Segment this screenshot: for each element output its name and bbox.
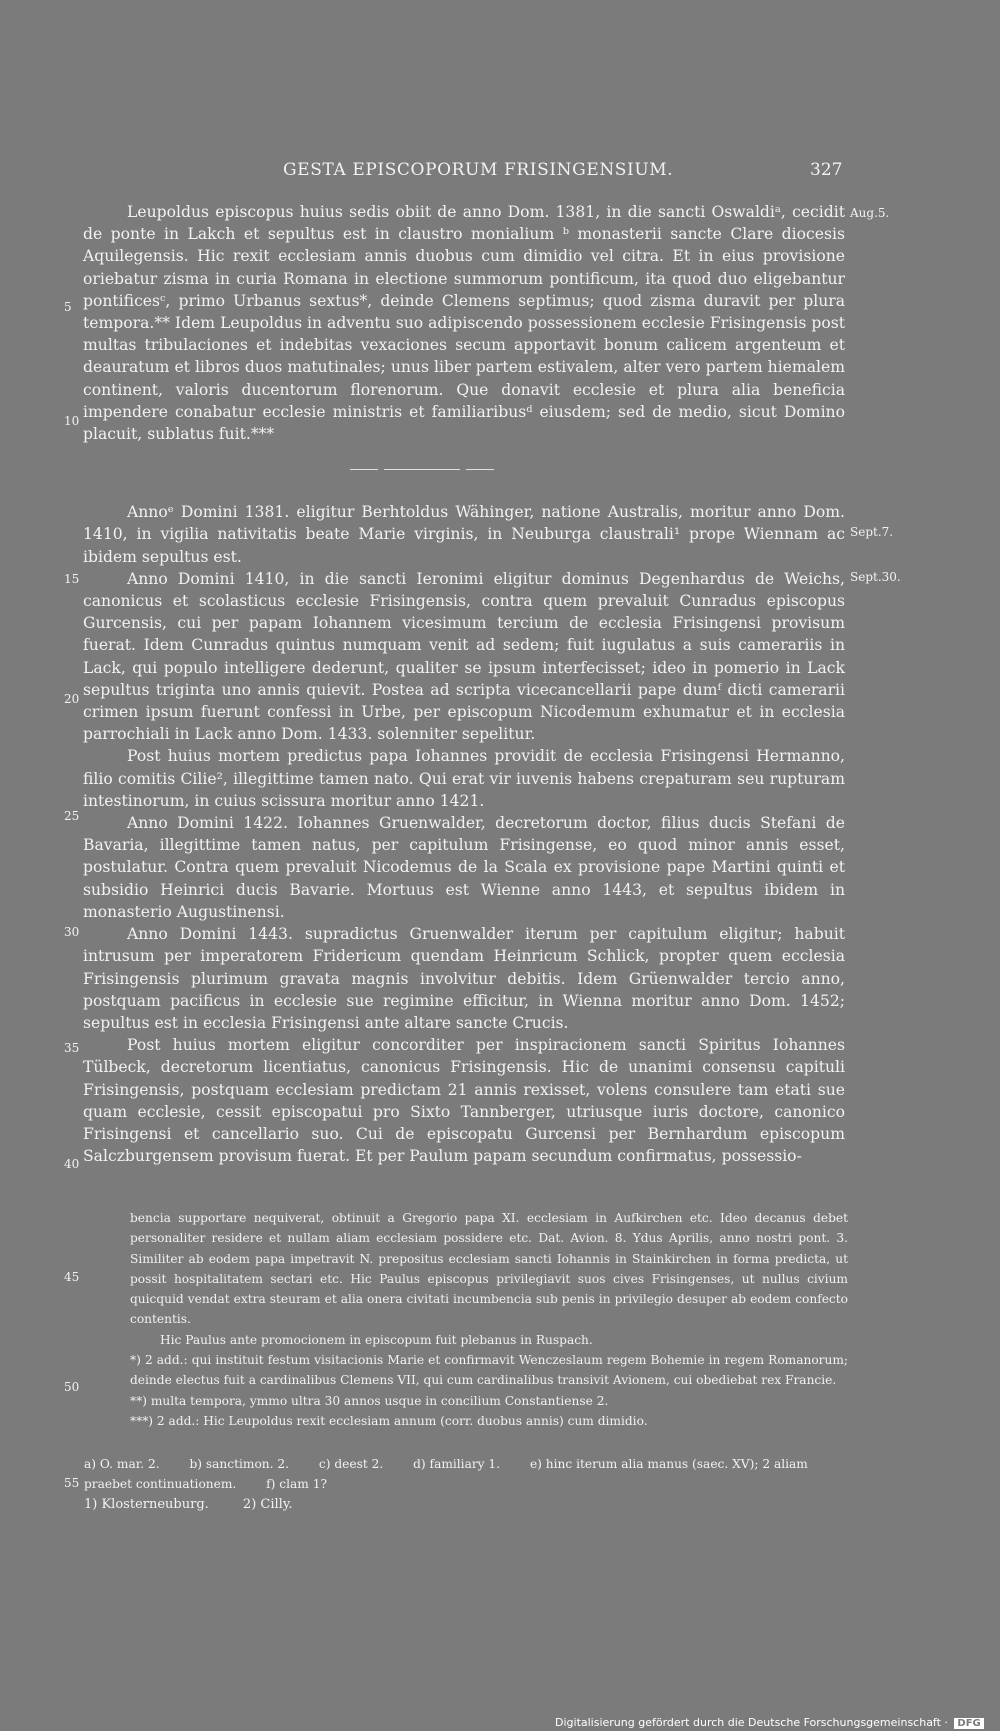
note-paulus: Hic Paulus ante promocionem in episcopum fuit plebanus in Ruspach. xyxy=(160,1332,593,1347)
apparatus-entry: a) O. mar. 2. xyxy=(84,1457,160,1471)
dfg-logo: DFG xyxy=(954,1718,983,1729)
running-title: GESTA EPISCOPORUM FRISINGENSIUM. xyxy=(283,160,674,180)
starnote xyxy=(130,1391,848,1411)
line-number: 15 xyxy=(64,572,80,586)
starnote-text: multa tempora, ymmo ultra 30 annos usque in concilium Constantiense 2. xyxy=(150,1393,609,1408)
apparatus-entry: d) familiary 1. xyxy=(413,1457,501,1471)
line-number: 50 xyxy=(64,1380,80,1394)
line-number: 30 xyxy=(64,925,80,939)
line-number: 35 xyxy=(64,1041,80,1055)
line-number: 40 xyxy=(64,1157,80,1171)
footnotes xyxy=(84,1497,323,1512)
starnote xyxy=(130,1411,848,1431)
line-number: 45 xyxy=(64,1270,80,1284)
main-text xyxy=(83,201,845,1167)
notes-block xyxy=(130,1208,848,1431)
starnote-mark: ***) xyxy=(130,1413,154,1428)
line-number: 55 xyxy=(64,1476,80,1490)
line-number: 10 xyxy=(64,414,80,428)
section-divider xyxy=(83,445,845,501)
margin-date: Sept.30. xyxy=(850,570,901,584)
footer-text: Digitalisierung gefördert durch die Deutsche Forschungsgemeinschaft · xyxy=(555,1716,948,1729)
apparatus-entry: f) clam 1? xyxy=(266,1477,328,1491)
margin-date: Sept.7. xyxy=(850,525,894,539)
line-number: 25 xyxy=(64,809,80,823)
margin-date: Aug.5. xyxy=(850,206,890,220)
starnote-text: 2 add.: Hic Leupoldus rexit ecclesiam annum (corr. duobus annis) cum dimidio. xyxy=(156,1413,648,1428)
paragraph-leupoldus: Leupoldus episcopus huius sedis obiit de anno Dom. 1381, in die sancti Oswaldiᵃ, cecidit de ponte in Lakch et sepultus est in claustro monialium ᵇ monasterii sancte Clare diocesis Aquilegensis. Hic rexit ecclesiam annis duobus cum dimidio vel citra. Et in eius provisione oriebatur zisma in curia Romana in electione summorum pontificum, ita quod duo eligebantur pontificesᶜ, primo Urbanus sextus*, deinde Clemens septimus; quod zisma duravit per plura tempora.** Idem Leupoldus in adventu suo adipiscendo possessionem ecclesie Frisingensis post multas tribulaciones et indebitas vexaciones secum apportavit bonum calicem argenteum et deauratum et libros duos matutinales; unus liber partem estivalem, alter vero partem hiemalem continent, valoris ducentorum florenorum. Que donavit ecclesie et plura alia beneficia impendere conabatur ecclesie ministris et familiaribusᵈ eiusdem; sed de medio, sicut Domino placuit, sublatus fuit.*** xyxy=(83,203,845,444)
line-number: 5 xyxy=(64,300,72,314)
digitization-footer xyxy=(555,1716,984,1729)
paragraph-tuelbeck: Post huius mortem eligitur concorditer per inspiracionem sancti Spiritus Iohannes Tülbeck, decretorum licentiatus, canonicus Frisingensis. Hic de unanimi consensu capituli Frisingensis, postquam ecclesiam predictam 21 annis rexisset, volens consulere tam etati sue quam ecclesie, cessit episcopatui pro Sixto Tannberger, utriusque iuris doctore, canonico Frisingensi et cancellario suo. Cui de episcopatu Gurcensi per Bernhardum episcopum Salczburgensem provisum fuerat. Et per Paulum papam secundum confirmatus, possessio- xyxy=(83,1036,845,1166)
starnote-mark: *) xyxy=(130,1353,141,1368)
paragraph-hermannus: Post huius mortem predictus papa Iohannes providit de ecclesia Frisingensi Hermanno, filio comitis Cilie², illegittime tamen nato. Qui erat vir iuvenis habens crepaturam seu rupturam intestinorum, in cuius scissura moritur anno 1421. xyxy=(83,747,845,810)
paragraph-berhtoldus: Annoᵉ Domini 1381. eligitur Berhtoldus Wähinger, natione Australis, moritur anno Dom. 1410, in vigilia nativitatis beate Marie virginis, in Neuburga claustrali¹ prope Wiennam ac ibidem sepultus est. xyxy=(83,503,845,566)
line-number: 20 xyxy=(64,692,80,706)
critical-apparatus xyxy=(84,1454,854,1494)
starnote-text: 2 add.: qui instituit festum visitacionis Marie et confirmavit Wenczeslaum regem Bohemie in regem Romanorum; deinde electus fuit a cardinalibus Clemens VII, qui cum cardinalibus transivit Avionem, cui obediebat rex Francie. xyxy=(130,1353,849,1388)
apparatus-entry: e) hinc iterum alia manus (saec. XV); 2 aliam praebet continuationem. xyxy=(84,1457,808,1491)
apparatus-entry: b) sanctimon. 2. xyxy=(189,1457,290,1471)
starnote-mark: **) xyxy=(130,1393,147,1408)
footnote: 2) Cilly. xyxy=(242,1497,293,1512)
footnote: 1) Klosterneuburg. xyxy=(84,1497,209,1512)
starnote xyxy=(130,1350,848,1391)
running-header xyxy=(0,160,1000,190)
page-number: 327 xyxy=(810,160,843,180)
paragraph-degenhardus: Anno Domini 1410, in die sancti Ieronimi eligitur dominus Degenhardus de Weichs, canonicus et scolasticus ecclesie Frisingensis, contra quem prevaluit Cunradus episcopus Gurcensis, cui per papam Iohannem vicesimum tercium de ecclesia Frisingensi provisum fuerat. Idem Cunradus quintus numquam venit ad sedem; fuit iugulatus a suis camerariis in Lack, qui populo intelligere dederunt, qualiter se ipsum interfecisset; ideo in pomerio in Lack sepultus triginta uno annis quievit. Postea ad scripta vicecancellarii pape dumᶠ dicti camerarii crimen ipsum fuerunt confessi in Urbe, per episcopum Nicodemum exhumatur et in ecclesia parrochiali in Lack anno Dom. 1433. solenniter sepelitur. xyxy=(83,569,845,744)
paragraph-gruenwalder-iterum: Anno Domini 1443. supradictus Gruenwalder iterum per capitulum eligitur; habuit intrusum per imperatorem Fridericum quendam Heinricum Schlick, propter quem ecclesia Frisingensis plurimum gravata magnis involvitur debitis. Idem Grüenwalder tercio anno, postquam pacificus in ecclesie sue regimine efficitur, in Wienna moritur anno Dom. 1452; sepultus est in ecclesia Frisingensi ante altare sancte Crucis. xyxy=(83,925,845,1032)
apparatus-entry: c) deest 2. xyxy=(318,1457,384,1471)
note-continuation: bencia supportare nequiverat, obtinuit a Gregorio papa XI. ecclesiam in Aufkirchen etc. Ideo decanus debet personaliter residere et nullam aliam ecclesiam possidere etc. Dat. Avion. 8. Ydus Aprilis, anno nostri pont. 3. Similiter ab eodem papa impetravit N. prepositus ecclesiam sancti Iohannis in Stainkirchen in forma predicta, ut possit hospitalitatem sectari etc. Hic Paulus episcopus privilegiavit suos cives Frisingenses, ut nullus civium quicquid vendat extra steuram et alia onera civitati incumbencia sub penis in privilegio desuper ab eodem confecto contentis. xyxy=(130,1211,848,1327)
paragraph-gruenwalder: Anno Domini 1422. Iohannes Gruenwalder, decretorum doctor, filius ducis Stefani de Bavaria, illegittime tamen natus, per capitulum Frisingense, eo quod minor annis esset, postulatur. Contra quem prevaluit Nicodemus de la Scala ex provisione pape Martini quinti et subsidio Heinrici ducis Bavarie. Mortuus est Wienne anno 1443, et sepultus ibidem in monasterio Augustinensi. xyxy=(83,814,845,921)
